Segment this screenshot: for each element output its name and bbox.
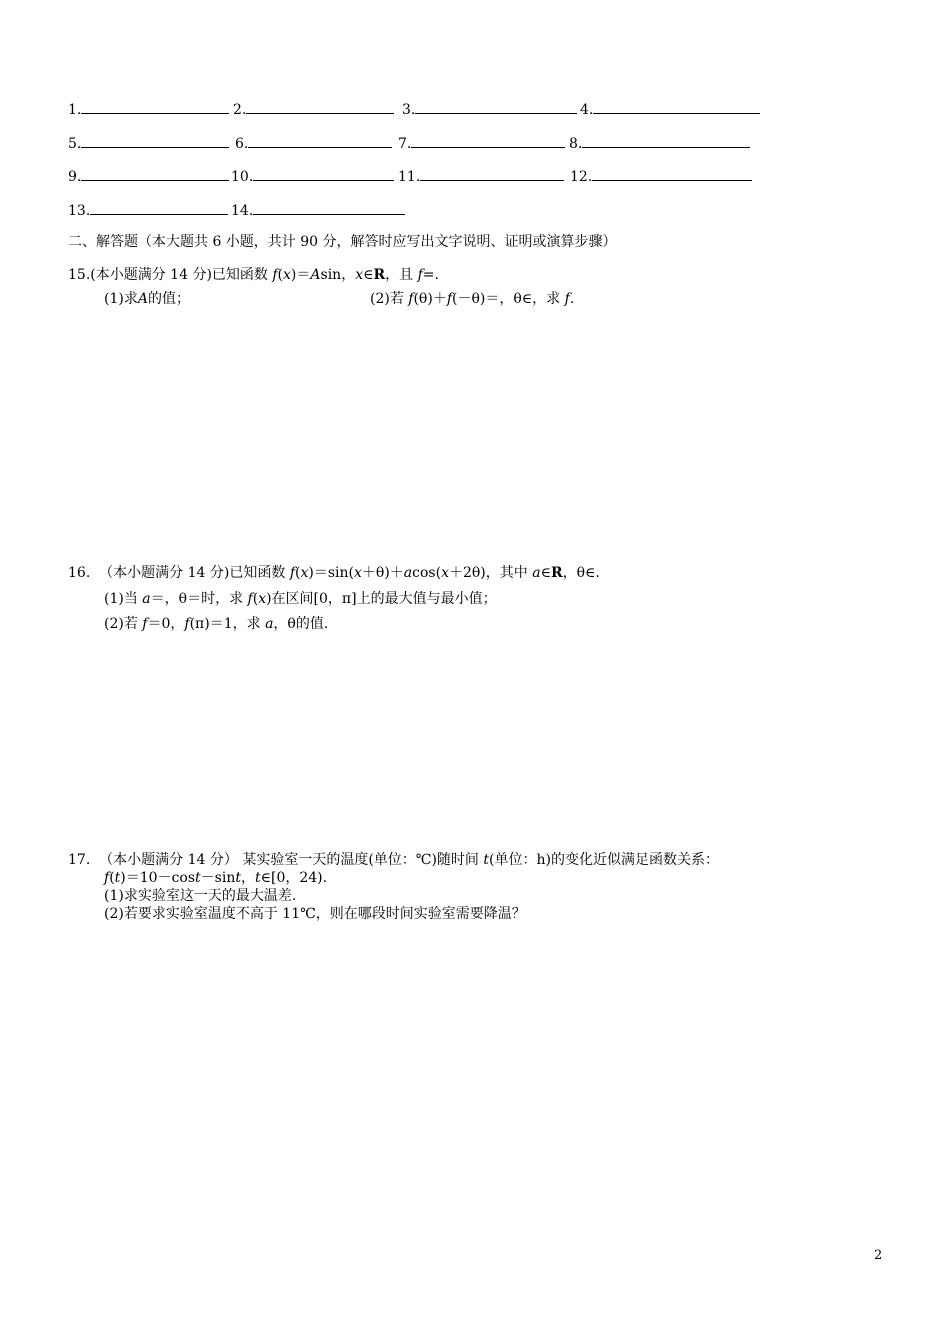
question-stem: 16. （本小题满分 14 分)已知函数 f(x)＝sin(x＋θ)＋acos(x＋2θ)，其中 a∈R，θ∈. <box>68 565 600 581</box>
blank-5: 5. <box>68 133 229 153</box>
blank-6: 6. <box>235 133 392 153</box>
section-heading: 二、解答题（本大题共 6 小题，共计 90 分，解答时应写出文字说明、证明或演算步骤） <box>68 234 617 250</box>
blank-line <box>253 200 405 215</box>
blank-line <box>248 133 392 148</box>
blank-line <box>90 200 228 215</box>
blank-3: 3. <box>402 99 577 119</box>
blank-14: 14. <box>231 200 405 220</box>
blank-line <box>420 166 564 181</box>
blank-line <box>593 99 760 114</box>
question-stem: 15.(本小题满分 14 分)已知函数 f(x)＝Asin，x∈R，且 f=. <box>68 267 439 283</box>
blank-line <box>592 166 752 181</box>
blank-7: 7. <box>398 133 565 153</box>
blank-10: 10. <box>231 166 394 186</box>
blank-11: 11. <box>398 166 564 186</box>
blank-1: 1. <box>68 99 229 119</box>
page-number: 2 <box>874 1248 883 1263</box>
blank-line <box>81 99 229 114</box>
blank-line <box>253 166 394 181</box>
blank-line <box>81 133 229 148</box>
blank-8: 8. <box>569 133 750 153</box>
blank-4: 4. <box>580 99 760 119</box>
question-part-2: (2)若要求实验室温度不高于 11℃，则在哪段时间实验室需要降温？ <box>104 906 526 922</box>
question-part-1: (1)求实验室这一天的最大温差. <box>104 888 297 904</box>
blank-line <box>81 166 229 181</box>
blank-line <box>582 133 750 148</box>
question-part-2: (2)若 f＝0，f(π)＝1，求 a，θ的值. <box>104 616 329 632</box>
blank-9: 9. <box>68 166 229 186</box>
question-part-1: (1)求A的值； <box>104 291 190 307</box>
question-part-1: (1)当 a＝，θ＝时，求 f(x)在区间[0，π]上的最大值与最小值； <box>104 591 497 607</box>
blank-line <box>246 99 394 114</box>
blank-line <box>411 133 565 148</box>
blank-2: 2. <box>233 99 394 119</box>
question-stem: 17. （本小题满分 14 分） 某实验室一天的温度(单位：℃)随时间 t(单位：h)的变化近似满足函数关系： <box>68 852 719 868</box>
blank-13: 13. <box>68 200 228 220</box>
function-definition: f(t)＝10－cost－sint，t∈[0，24). <box>104 870 328 886</box>
question-part-2: (2)若 f(θ)＋f(－θ)＝，θ∈，求 f. <box>370 291 575 307</box>
blank-12: 12. <box>570 166 752 186</box>
blank-line <box>415 99 577 114</box>
